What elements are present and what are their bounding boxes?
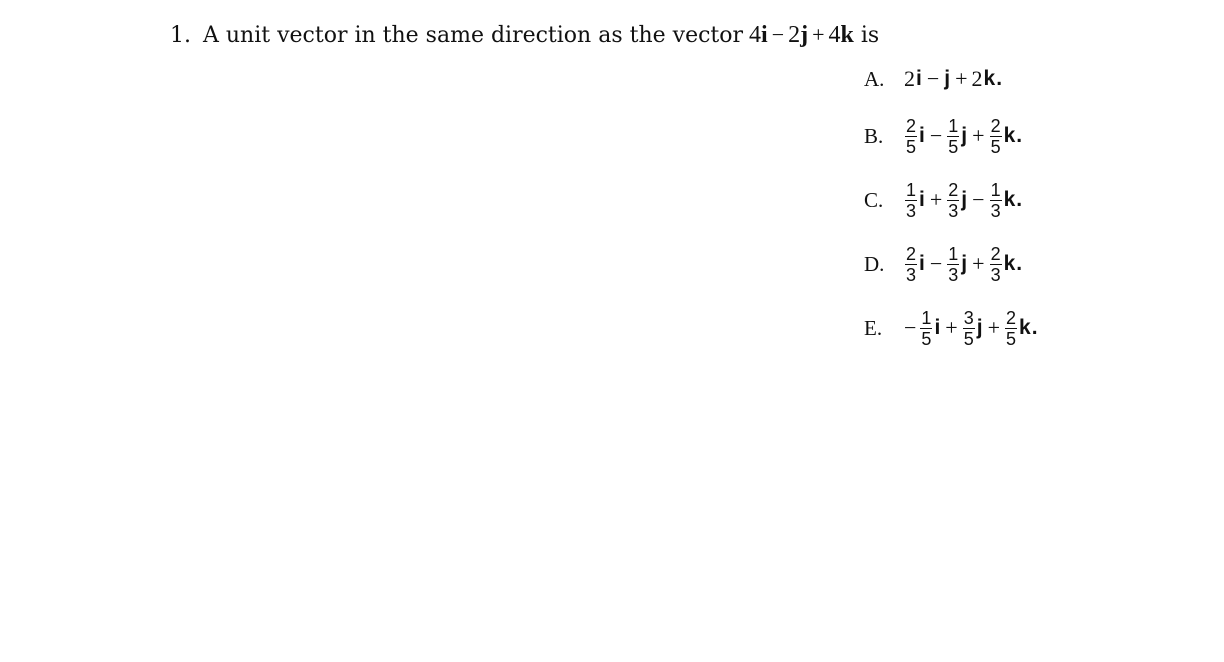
operator-1: − — [926, 66, 940, 91]
option-d[interactable] — [864, 232, 1038, 296]
option-expression — [904, 181, 1022, 220]
fraction-k — [990, 117, 1002, 156]
operator-2: + — [972, 123, 985, 148]
vector-symbol-i: i — [761, 22, 768, 48]
operator-2: − — [972, 187, 985, 212]
operator-2: + — [972, 251, 985, 276]
denominator: 5 — [963, 328, 974, 349]
denominator: 3 — [906, 264, 917, 285]
symbol-i: i — [919, 124, 925, 147]
denominator: 3 — [990, 200, 1001, 221]
numerator: 2 — [906, 243, 917, 264]
symbol-i: i — [934, 316, 941, 339]
option-expression — [904, 245, 1022, 284]
vector-coef-j: 2 — [788, 22, 801, 48]
symbol-j: j — [944, 67, 951, 90]
vector-operator-1: − — [771, 22, 785, 47]
denominator: 3 — [948, 264, 959, 285]
negative-sign: − — [904, 315, 917, 340]
symbol-k: k — [1003, 188, 1016, 211]
fraction-i — [920, 309, 932, 348]
question-suffix: is — [860, 23, 880, 48]
symbol-i: i — [916, 67, 922, 90]
operator-1: − — [929, 251, 943, 276]
denominator: 5 — [948, 136, 959, 157]
question-number: 1. — [170, 23, 191, 48]
vector-coef-i: 4 — [749, 22, 762, 48]
coef-i: 2 — [904, 66, 915, 91]
period: . — [1016, 188, 1023, 211]
operator-1: + — [929, 187, 943, 212]
question-line — [170, 20, 879, 51]
fraction-k — [990, 181, 1002, 220]
option-e[interactable] — [864, 296, 1038, 360]
numerator: 3 — [963, 307, 974, 328]
symbol-j: j — [961, 188, 968, 211]
symbol-k: k — [1019, 316, 1031, 339]
denominator: 3 — [948, 200, 959, 221]
fraction-i — [905, 117, 917, 156]
operator-2: + — [987, 315, 1000, 340]
vector-coef-k: 4 — [828, 22, 841, 48]
option-a[interactable] — [864, 62, 1038, 96]
symbol-k: k — [1003, 124, 1016, 147]
option-expression — [904, 309, 1038, 348]
vector-symbol-k: k — [840, 22, 854, 48]
operator-1: + — [945, 315, 958, 340]
numerator: 2 — [990, 243, 1001, 264]
option-letter: A. — [864, 66, 885, 91]
coef-k: 2 — [971, 66, 983, 91]
fraction-i — [905, 245, 917, 284]
numerator: 1 — [948, 243, 959, 264]
denominator: 3 — [906, 200, 917, 221]
period: . — [1016, 252, 1023, 275]
option-b[interactable] — [864, 104, 1038, 168]
option-expression — [904, 117, 1022, 156]
symbol-k: k — [983, 67, 996, 90]
numerator: 1 — [948, 115, 959, 136]
question-text: A unit vector in the same direction as the vector — [203, 23, 744, 48]
denominator: 5 — [921, 328, 932, 349]
option-expression — [904, 66, 1002, 92]
period: . — [1031, 316, 1038, 339]
denominator: 5 — [990, 136, 1001, 157]
numerator: 2 — [990, 115, 1001, 136]
symbol-j: j — [961, 252, 968, 275]
operator-1: − — [929, 123, 943, 148]
option-letter: D. — [864, 251, 885, 276]
numerator: 2 — [906, 115, 917, 136]
fraction-j — [947, 181, 959, 220]
numerator: 1 — [906, 179, 917, 200]
fraction-k — [990, 245, 1002, 284]
symbol-i: i — [919, 252, 925, 275]
vector-operator-2: + — [812, 22, 825, 47]
period: . — [1016, 124, 1023, 147]
vector-symbol-j: j — [800, 22, 809, 48]
period: . — [996, 67, 1003, 90]
fraction-i — [905, 181, 917, 220]
numerator: 1 — [921, 307, 932, 328]
option-c[interactable] — [864, 168, 1038, 232]
symbol-i: i — [919, 188, 925, 211]
option-letter: C. — [864, 187, 884, 212]
symbol-j: j — [976, 316, 983, 339]
denominator: 5 — [906, 136, 917, 157]
denominator: 3 — [990, 264, 1001, 285]
denominator: 5 — [1005, 328, 1016, 349]
fraction-j — [947, 245, 959, 284]
numerator: 2 — [1005, 307, 1016, 328]
fraction-k — [1005, 309, 1017, 348]
operator-2: + — [955, 66, 968, 91]
fraction-j — [963, 309, 975, 348]
numerator: 1 — [990, 179, 1001, 200]
fraction-j — [947, 117, 959, 156]
symbol-k: k — [1003, 252, 1016, 275]
numerator: 2 — [948, 179, 959, 200]
answer-options — [864, 62, 1038, 360]
option-letter: E. — [864, 315, 883, 340]
symbol-j: j — [961, 124, 968, 147]
option-letter: B. — [864, 123, 884, 148]
question-vector — [749, 22, 854, 48]
